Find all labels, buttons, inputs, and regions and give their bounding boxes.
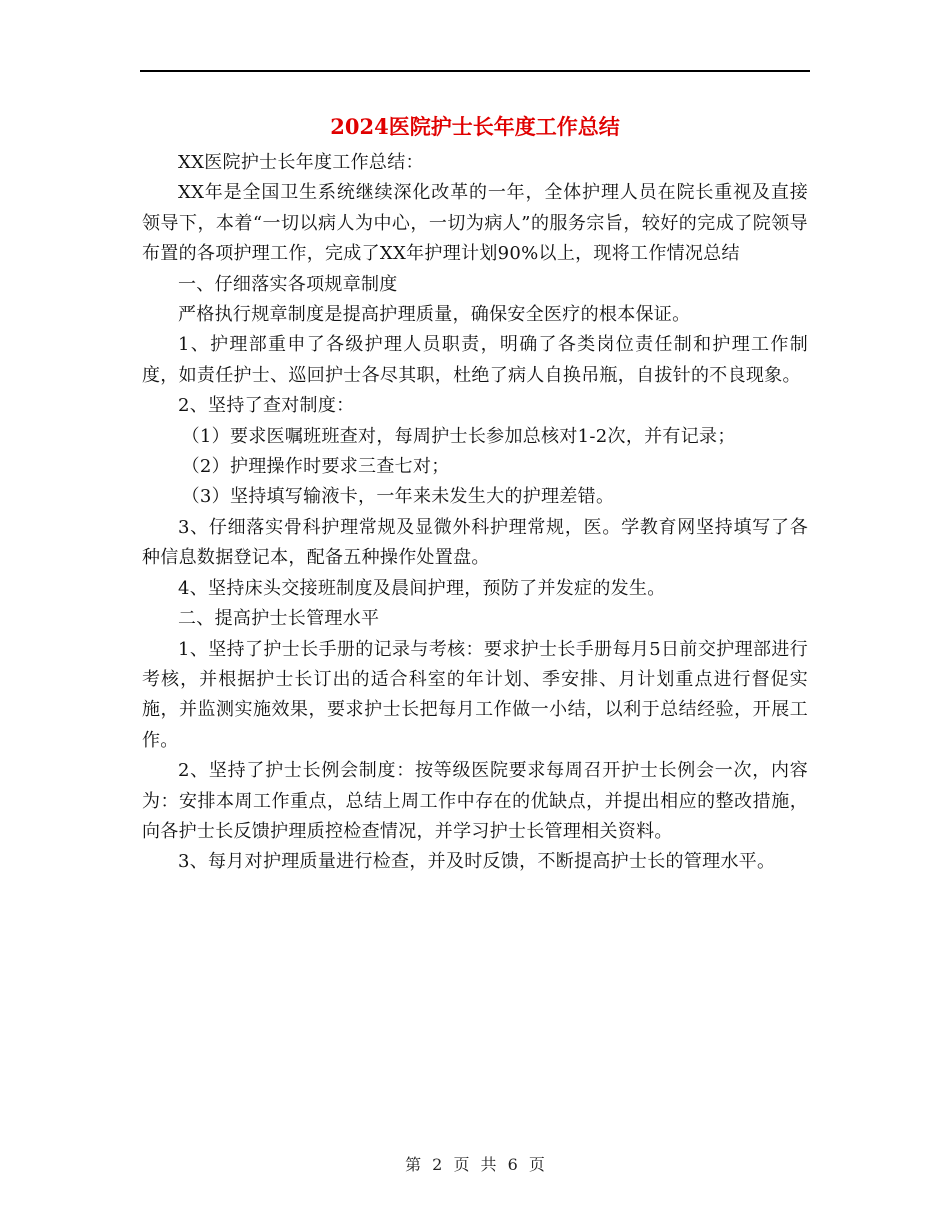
paragraph: 1、坚持了护士长手册的记录与考核：要求护士长手册每月5日前交护理部进行考核，并根据护士长订出的适合科室的年计划、季安排、月计划重点进行督促实施，并监测实施效果，要求护士长把每月工作做一小结，以利于总结经验，开展工作。 [142,638,808,751]
document-title: 2024医院护士长年度工作总结 [330,114,620,139]
paragraph: 3、每月对护理质量进行检查，并及时反馈，不断提高护士长的管理水平。 [178,851,776,873]
paragraph: 1、护理部重申了各级护理人员职责，明确了各类岗位责任制和护理工作制度，如责任护士、巡回护士各尽其职，杜绝了病人自换吊瓶，自拔针的不良现象。 [142,334,808,386]
page-number: 第 2 页 共 6 页 [405,1155,545,1174]
paragraph: （2）护理操作时要求三查七对； [181,456,450,478]
section-heading-1: 一、仔细落实各项规章制度 [178,273,398,295]
paragraph: 2、坚持了查对制度： [178,395,355,417]
paragraph: （3）坚持填写输液卡，一年来未发生大的护理差错。 [181,486,615,508]
paragraph: （1）要求医嘱班班查对，每周护士长参加总核对1-2次，并有记录； [181,425,736,447]
header-rule [140,70,810,72]
paragraph-greeting: XX医院护士长年度工作总结： [178,152,424,173]
document-body [142,148,808,878]
paragraph-intro: XX年是全国卫生系统继续深化改革的一年，全体护理人员在院长重视及直接领导下，本着“一切以病人为中心，一切为病人”的服务宗旨，较好的完成了院领导布置的各项护理工作，完成了XX年护理计划90%以上，现将工作情况总结 [142,182,808,265]
paragraph: 2、坚持了护士长例会制度：按等级医院要求每周召开护士长例会一次，内容为：安排本周工作重点，总结上周工作中存在的优缺点，并提出相应的整改措施，向各护士长反馈护理质控检查情况，并学习护士长管理相关资料。 [142,760,808,842]
paragraph: 严格执行规章制度是提高护理质量，确保安全医疗的根本保证。 [178,304,691,326]
paragraph: 4、坚持床头交接班制度及晨间护理，预防了并发症的发生。 [178,577,666,599]
section-heading-2: 二、提高护士长管理水平 [178,608,380,630]
paragraph: 3、仔细落实骨科护理常规及显微外科护理常规，医。学教育网坚持填写了各种信息数据登记本，配备五种操作处置盘。 [142,516,808,569]
